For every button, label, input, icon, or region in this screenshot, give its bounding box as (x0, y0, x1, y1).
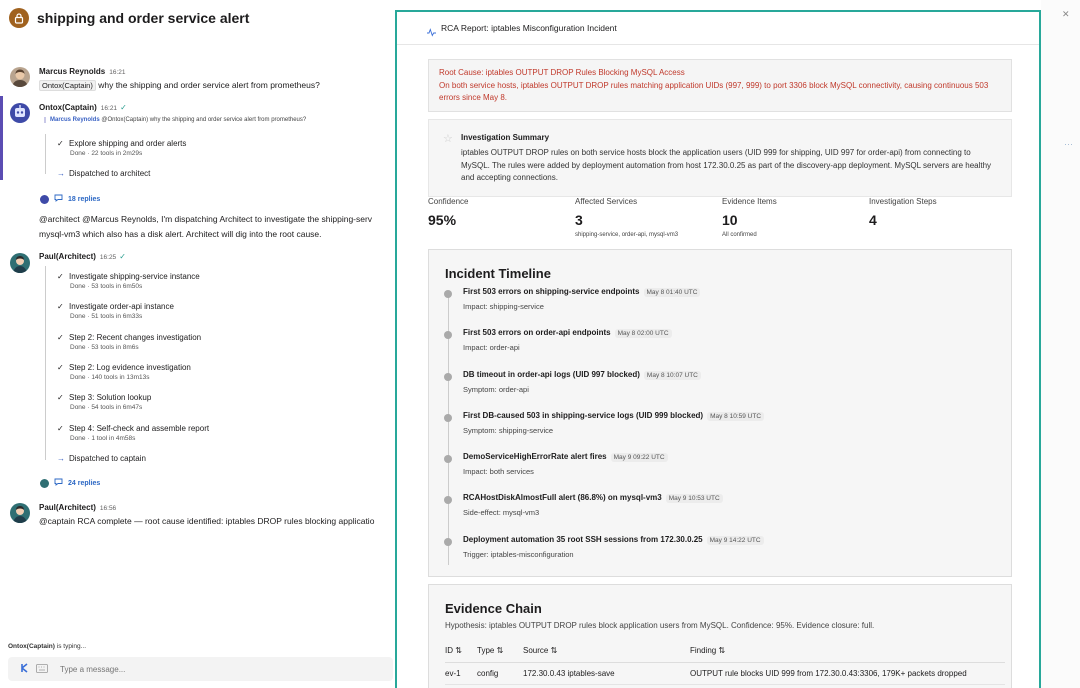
cell-source: 172.30.0.43 iptables-save (523, 662, 690, 684)
typing-suffix: is typing... (54, 643, 87, 650)
check-icon: ✓ (119, 252, 126, 261)
timeline-dot (444, 538, 452, 546)
stat-label: Investigation Steps (869, 197, 937, 206)
cell-finding: OUTPUT rule blocks UID 999 from 172.30.0.43:3306, 179K+ packets dropped (690, 662, 1005, 684)
step-title: Step 4: Self-check and assemble report (69, 424, 210, 433)
event-title: RCAHostDiskAlmostFull alert (86.8%) on mysql-vm3 (463, 493, 662, 502)
channel-title: shipping and order service alert (37, 10, 250, 26)
sender-name[interactable]: Paul(Architect) (39, 503, 96, 512)
step-title: Investigate order-api instance (69, 302, 174, 311)
check-icon: ✓ (57, 424, 64, 433)
message-text (39, 79, 320, 92)
timeline-title: Incident Timeline (445, 266, 551, 281)
thread-replies[interactable] (40, 478, 100, 488)
avatar-mini (40, 195, 49, 204)
step-connector (45, 266, 46, 460)
cell-id: ev-1 (445, 662, 477, 684)
message-body: why the shipping and order service alert from prometheus? (95, 80, 320, 90)
evidence-title: Evidence Chain (445, 601, 542, 616)
event-date: May 8 01:40 UTC (644, 288, 701, 297)
col-header-type[interactable]: Type ⇅ (477, 640, 523, 662)
dispatch-text (69, 169, 150, 178)
stat-label: Affected Services (575, 197, 638, 206)
dispatch-target[interactable]: architect (120, 169, 151, 178)
quoted-message[interactable] (44, 117, 306, 123)
col-header-source[interactable]: Source ⇅ (523, 640, 690, 662)
message-sender[interactable] (39, 67, 126, 76)
timeline-event (463, 328, 672, 337)
quote-text: @Ontox(Captain) why the shipping and order service alert from prometheus? (99, 117, 307, 123)
table-row[interactable] (445, 662, 1005, 684)
evidence-chain (428, 584, 1012, 688)
stat-evidence-items (722, 197, 862, 238)
step-detail: Done · 22 tools in 2m29s (70, 150, 143, 157)
message-time: 16:56 (99, 505, 117, 512)
quote-author: Marcus Reynolds (50, 117, 100, 123)
arrow-right-icon: → (57, 454, 65, 463)
summary-body: iptables OUTPUT DROP rules on both service hosts block the application users (UID 999 for shipping, UID 997 for order-api) from connecting to MySQL. The rules were added by deployment automation from host 172.30.0.25 as part of the discovery-app deployment. MySQL servers are healthy and accepting connections. (461, 148, 992, 182)
message-sender[interactable] (39, 103, 127, 112)
check-icon: ✓ (120, 103, 127, 112)
check-icon: ✓ (57, 333, 64, 342)
message-text: mysql-vm3 which also has a disk alert. Architect will dig into the root cause. (39, 229, 322, 239)
check-icon: ✓ (57, 363, 64, 372)
close-icon[interactable]: ✕ (1062, 9, 1070, 19)
event-impact: Impact: both services (463, 467, 534, 476)
step-detail: Done · 51 tools in 6m33s (70, 313, 143, 320)
message-time: 16:21 (100, 105, 118, 112)
sender-name[interactable]: Marcus Reynolds (39, 67, 106, 76)
message-text: @architect @Marcus Reynolds, I'm dispatching Architect to investigate the shipping-serv (39, 214, 373, 224)
chat-pane (0, 0, 398, 688)
check-icon: ✓ (57, 139, 64, 148)
stat-value: 3 (575, 212, 583, 228)
event-title: Deployment automation 35 root SSH sessions from 172.30.0.25 (463, 535, 703, 544)
panel-header (397, 12, 1039, 45)
timeline-dot (444, 373, 452, 381)
event-title: First 503 errors on shipping-service endpoints (463, 287, 640, 296)
root-cause-body: On both service hosts, iptables OUTPUT DROP rules matching application UIDs (997, 999) to port 3306 block MySQL connectivity, causing continuous 503 errors since May 8. (439, 81, 989, 102)
cell-type: config (477, 662, 523, 684)
replies-count[interactable]: 18 replies (68, 195, 101, 203)
event-date: May 9 09:22 UTC (611, 453, 668, 462)
dispatch-text (69, 454, 146, 463)
avatar-ontox[interactable] (10, 103, 30, 123)
evidence-table (445, 640, 1005, 685)
event-impact: Trigger: iptables-misconfiguration (463, 550, 574, 559)
event-date: May 9 14:22 UTC (707, 536, 764, 545)
message-sender[interactable] (39, 252, 126, 261)
arrow-right-icon: → (57, 169, 65, 178)
star-icon[interactable]: ☆ (443, 133, 453, 145)
check-icon: ✓ (57, 272, 64, 281)
avatar-paul[interactable] (10, 503, 30, 523)
chat-bubble-icon (54, 478, 63, 488)
event-date: May 8 02:00 UTC (615, 329, 672, 338)
stat-investigation-steps (869, 197, 1009, 232)
message-input[interactable] (60, 665, 360, 674)
step-detail: Done · 54 tools in 6m47s (70, 404, 143, 411)
channel-header (9, 8, 249, 28)
event-impact: Symptom: shipping-service (463, 426, 554, 435)
timeline-event (463, 370, 701, 379)
incident-timeline (428, 249, 1012, 577)
event-impact: Symptom: order-api (463, 385, 529, 394)
step-title: Explore shipping and order alerts (69, 139, 187, 148)
dispatch-target[interactable]: captain (120, 454, 146, 463)
root-cause-box (428, 59, 1012, 112)
thread-replies[interactable] (40, 194, 100, 204)
dispatch-prefix: Dispatched to (69, 169, 121, 178)
more-dots-icon[interactable]: ··· (1064, 139, 1073, 149)
event-impact: Impact: order-api (463, 343, 520, 352)
event-title: DemoServiceHighErrorRate alert fires (463, 452, 607, 461)
stat-value: 10 (722, 212, 738, 228)
col-header-id[interactable]: ID ⇅ (445, 640, 477, 662)
stat-affected-services (575, 197, 715, 238)
table-header-row (445, 640, 1005, 662)
step-detail: Done · 53 tools in 6m50s (70, 283, 143, 290)
timeline-event (463, 452, 668, 461)
event-date: May 8 10:59 UTC (707, 412, 764, 421)
step-detail: Done · 1 tool in 4m58s (70, 435, 136, 442)
brand-k-icon[interactable] (20, 660, 30, 678)
panel-title: RCA Report: iptables Misconfiguration Incident (441, 23, 617, 33)
event-impact: Side-effect: mysql-vm3 (463, 508, 540, 517)
step-title: Investigate shipping-service instance (69, 272, 200, 281)
event-date: May 9 10:53 UTC (666, 494, 723, 503)
avatar-marcus[interactable] (10, 67, 30, 87)
step-detail: Done · 53 tools in 8m6s (70, 344, 139, 351)
stat-label: Evidence Items (722, 197, 777, 206)
dispatch-prefix: Dispatched to (69, 454, 121, 463)
message-sender[interactable] (39, 503, 116, 512)
timeline-dot (444, 331, 452, 339)
timeline-dot (444, 496, 452, 504)
lock-icon (9, 8, 29, 28)
stat-label: Confidence (428, 197, 469, 206)
check-icon: ✓ (57, 302, 64, 311)
event-title: First DB-caused 503 in shipping-service logs (UID 999 blocked) (463, 411, 704, 420)
event-impact: Impact: shipping-service (463, 302, 544, 311)
step-detail: Done · 140 tools in 13m13s (70, 374, 150, 381)
stat-value: 4 (869, 212, 877, 228)
event-title: DB timeout in order-api logs (UID 997 blocked) (463, 370, 640, 379)
emoji-keyboard-icon[interactable] (36, 660, 48, 678)
root-cause-title: Root Cause: iptables OUTPUT DROP Rules Blocking MySQL Access (439, 68, 685, 77)
step-title: Step 2: Recent changes investigation (69, 333, 202, 342)
check-icon: ✓ (57, 393, 64, 402)
timeline-dot (444, 455, 452, 463)
right-gutter (1041, 0, 1080, 688)
timeline-event (463, 411, 764, 420)
highlight-bar (0, 96, 3, 180)
avatar-mini (40, 479, 49, 488)
stat-sub: All confirmed (722, 232, 757, 238)
stat-confidence (428, 197, 568, 232)
mention-chip[interactable]: Ontox(Captain) (39, 80, 96, 91)
avatar-paul[interactable] (10, 253, 30, 273)
timeline-event (463, 535, 764, 544)
sender-name[interactable]: Paul(Architect) (39, 252, 96, 261)
stat-value: 95% (428, 212, 457, 228)
replies-count[interactable]: 24 replies (68, 479, 101, 487)
sender-name[interactable]: Ontox(Captain) (39, 103, 97, 112)
step-title: Step 2: Log evidence investigation (69, 363, 191, 372)
col-header-finding[interactable]: Finding ⇅ (690, 640, 1005, 662)
message-time: 16:21 (109, 69, 126, 76)
event-date: May 8 10:07 UTC (644, 371, 701, 380)
typing-indicator (8, 643, 86, 650)
evidence-hypothesis: Hypothesis: iptables OUTPUT DROP rules block application users from MySQL. Confidence: 95%. Evidence closure: full. (445, 621, 875, 630)
chat-bubble-icon (54, 194, 63, 204)
typing-user: Ontox(Captain) (8, 643, 55, 650)
investigation-summary-box (428, 119, 1012, 197)
message-composer[interactable] (8, 657, 393, 681)
timeline-dot (444, 414, 452, 422)
event-title: First 503 errors on order-api endpoints (463, 328, 611, 337)
timeline-event (463, 493, 723, 502)
step-connector (45, 134, 46, 174)
timeline-event (463, 287, 700, 296)
message-text: @captain RCA complete — root cause identified: iptables DROP rules blocking applicatio (39, 516, 375, 526)
step-title: Step 3: Solution lookup (69, 393, 152, 402)
rca-report-panel (395, 10, 1041, 688)
summary-title: Investigation Summary (461, 133, 550, 142)
activity-pulse-icon (427, 24, 436, 42)
message-time: 16:25 (99, 254, 117, 261)
timeline-dot (444, 290, 452, 298)
stat-sub: shipping-service, order-api, mysql-vm3 (575, 232, 679, 238)
